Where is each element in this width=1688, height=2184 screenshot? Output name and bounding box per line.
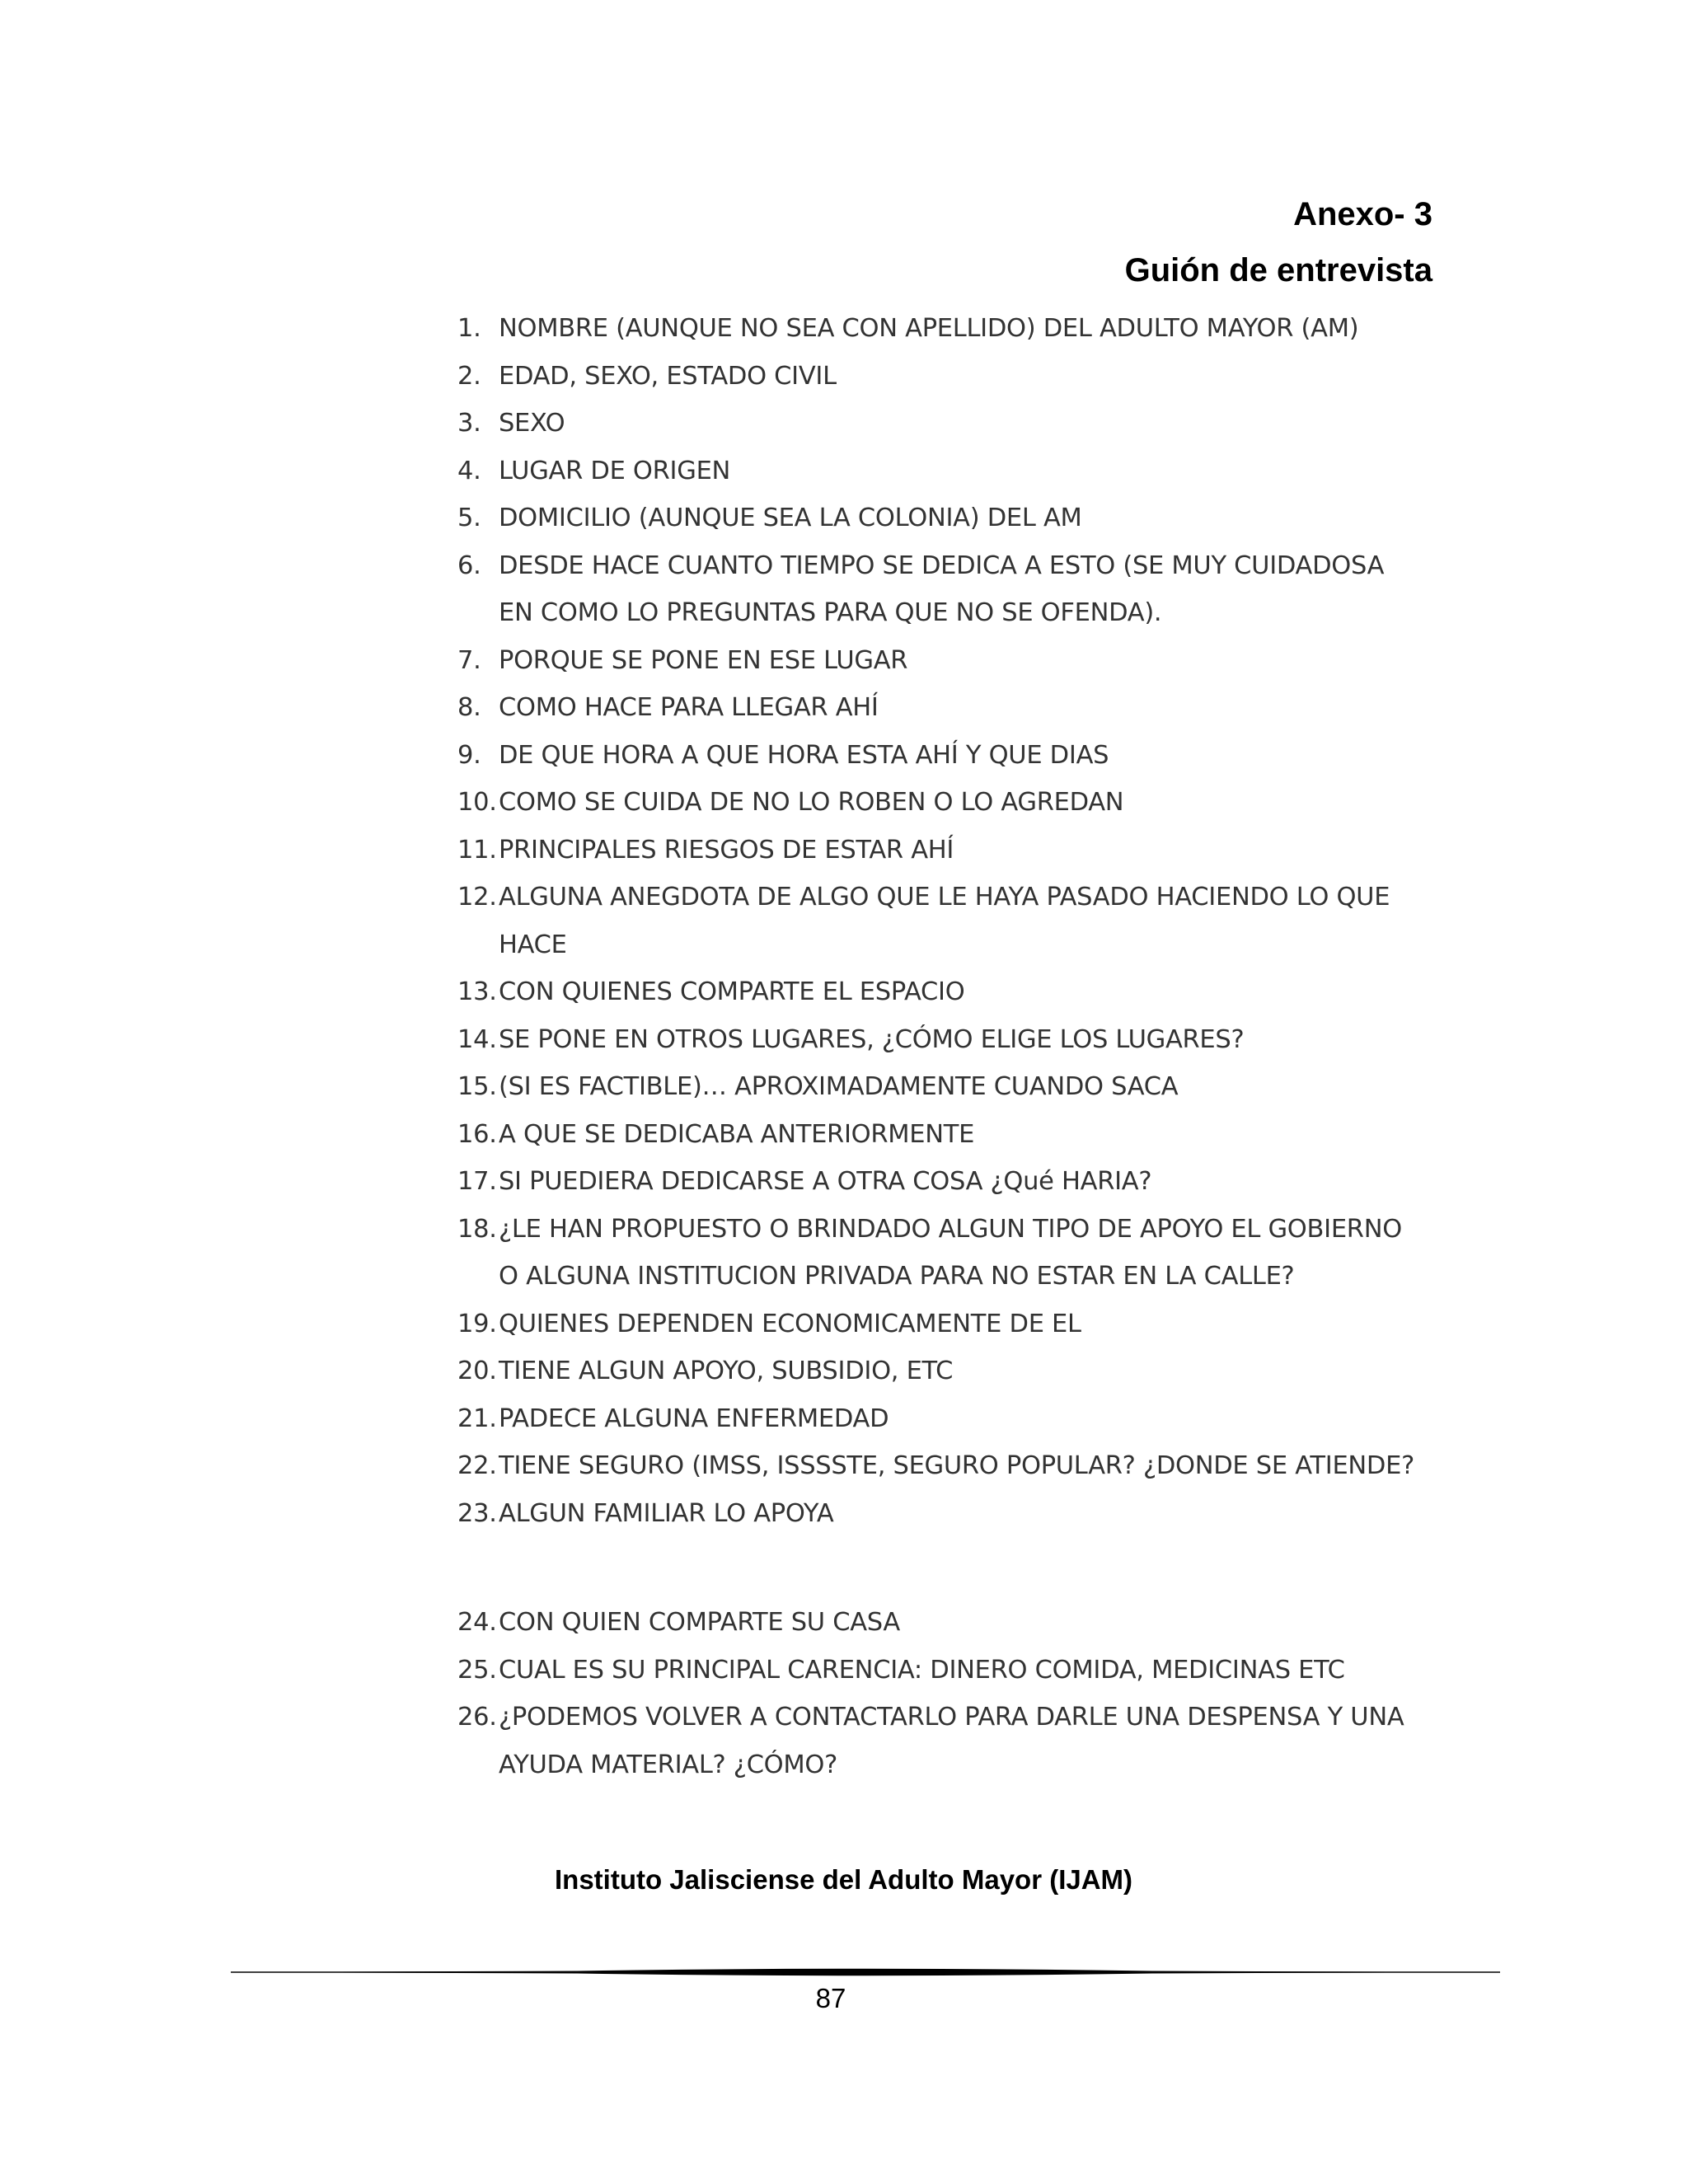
question-item: [457, 637, 1422, 685]
question-item: [457, 1490, 1422, 1538]
question-text: (SI ES FACTIBLE)… APROXIMADAMENTE CUANDO SACA: [499, 1072, 1179, 1101]
question-number: 1.: [457, 314, 481, 343]
question-text: COMO SE CUIDA DE NO LO ROBEN O LO AGREDAN: [499, 788, 1124, 817]
institution-name: Instituto Jalisciense del Adulto Mayor (IJAM): [555, 1864, 1133, 1895]
interview-question-list: [457, 305, 1422, 1788]
question-text: DESDE HACE CUANTO TIEMPO SE DEDICA A ESTO (SE MUY CUIDADOSA EN COMO LO PREGUNTAS PARA QUE NO SE OFENDA).: [499, 551, 1385, 627]
question-item: [457, 448, 1422, 495]
question-text: SEXO: [499, 409, 565, 438]
question-text: CUAL ES SU PRINCIPAL CARENCIA: DINERO COMIDA, MEDICINAS ETC: [499, 1655, 1345, 1685]
question-number: 21.: [457, 1404, 497, 1433]
question-item: [457, 353, 1422, 401]
document-title: Guión de entrevista: [1124, 252, 1432, 288]
question-number: 4.: [457, 456, 481, 485]
question-number: 20.: [457, 1357, 497, 1385]
question-number: 5.: [457, 504, 481, 532]
question-item: [457, 1063, 1422, 1111]
question-number: 11.: [457, 835, 497, 865]
question-text: TIENE ALGUN APOYO, SUBSIDIO, ETC: [499, 1357, 954, 1385]
question-number: 7.: [457, 645, 481, 675]
question-item: [457, 968, 1422, 1016]
question-item: [457, 1647, 1422, 1694]
question-text: QUIENES DEPENDEN ECONOMICAMENTE DE EL: [499, 1309, 1081, 1338]
question-number: 2.: [457, 361, 481, 391]
question-item: [457, 494, 1422, 542]
question-number: 26.: [457, 1703, 497, 1732]
question-number: 25.: [457, 1655, 497, 1685]
question-number: 10.: [457, 788, 497, 817]
question-text: DE QUE HORA A QUE HORA ESTA AHÍ Y QUE DIAS: [499, 740, 1109, 770]
question-text: SE PONE EN OTROS LUGARES, ¿CÓMO ELIGE LOS LUGARES?: [499, 1024, 1245, 1054]
question-text: SI PUEDIERA DEDICARSE A OTRA COSA ¿Qué HARIA?: [499, 1167, 1152, 1196]
question-text: TIENE SEGURO (IMSS, ISSSSTE, SEGURO POPULAR? ¿DONDE SE ATIENDE?: [499, 1451, 1414, 1480]
question-item: [457, 1301, 1422, 1348]
question-item: [457, 732, 1422, 780]
question-item: [457, 1599, 1422, 1647]
question-number: 12.: [457, 883, 497, 912]
question-item: [457, 874, 1422, 968]
question-item: [457, 1206, 1422, 1301]
question-item: [457, 400, 1422, 448]
question-number: 24.: [457, 1608, 497, 1637]
question-item: [457, 1694, 1422, 1788]
question-text: COMO HACE PARA LLEGAR AHÍ: [499, 693, 879, 722]
question-number: 19.: [457, 1309, 497, 1338]
page-number: 87: [815, 1983, 846, 2013]
question-number: 15.: [457, 1072, 497, 1101]
question-text: ¿LE HAN PROPUESTO O BRINDADO ALGUN TIPO DE APOYO EL GOBIERNO O ALGUNA INSTITUCION PRIVADA PARA NO ESTAR EN LA CALLE?: [499, 1214, 1402, 1291]
footer-divider: [231, 1965, 1500, 1981]
question-text: ALGUNA ANEGDOTA DE ALGO QUE LE HAYA PASADO HACIENDO LO QUE HACE: [499, 883, 1390, 959]
list-spacer: [457, 1537, 1422, 1599]
question-number: 3.: [457, 409, 481, 438]
question-number: 17.: [457, 1167, 497, 1196]
question-number: 14.: [457, 1024, 497, 1054]
question-number: 6.: [457, 551, 481, 580]
question-text: LUGAR DE ORIGEN: [499, 456, 731, 485]
question-number: 8.: [457, 693, 481, 722]
question-text: NOMBRE (AUNQUE NO SEA CON APELLIDO) DEL ADULTO MAYOR (AM): [499, 314, 1359, 343]
question-number: 16.: [457, 1119, 497, 1149]
question-item: [457, 1111, 1422, 1159]
question-number: 23.: [457, 1498, 497, 1528]
question-text: DOMICILIO (AUNQUE SEA LA COLONIA) DEL AM: [499, 504, 1082, 532]
question-number: 13.: [457, 977, 497, 1006]
question-number: 22.: [457, 1451, 497, 1480]
question-text: CON QUIENES COMPARTE EL ESPACIO: [499, 977, 965, 1006]
question-text: ALGUN FAMILIAR LO APOYA: [499, 1498, 834, 1528]
question-item: [457, 1158, 1422, 1206]
question-number: 18.: [457, 1214, 497, 1244]
question-text: PORQUE SE PONE EN ESE LUGAR: [499, 645, 908, 675]
question-item: [457, 542, 1422, 637]
question-text: ¿PODEMOS VOLVER A CONTACTARLO PARA DARLE UNA DESPENSA Y UNA AYUDA MATERIAL? ¿CÓMO?: [499, 1703, 1404, 1779]
question-text: CON QUIEN COMPARTE SU CASA: [499, 1608, 900, 1637]
question-item: [457, 684, 1422, 732]
question-item: [457, 779, 1422, 827]
question-item: [457, 1442, 1422, 1490]
annex-title: Anexo- 3: [1293, 196, 1432, 232]
question-text: EDAD, SEXO, ESTADO CIVIL: [499, 361, 837, 391]
question-item: [457, 1395, 1422, 1443]
question-text: PADECE ALGUNA ENFERMEDAD: [499, 1404, 889, 1433]
question-text: PRINCIPALES RIESGOS DE ESTAR AHÍ: [499, 835, 954, 865]
question-number: 9.: [457, 740, 481, 770]
question-item: [457, 827, 1422, 874]
question-item: [457, 305, 1422, 353]
question-text: A QUE SE DEDICABA ANTERIORMENTE: [499, 1119, 975, 1149]
question-item: [457, 1347, 1422, 1395]
question-item: [457, 1016, 1422, 1064]
